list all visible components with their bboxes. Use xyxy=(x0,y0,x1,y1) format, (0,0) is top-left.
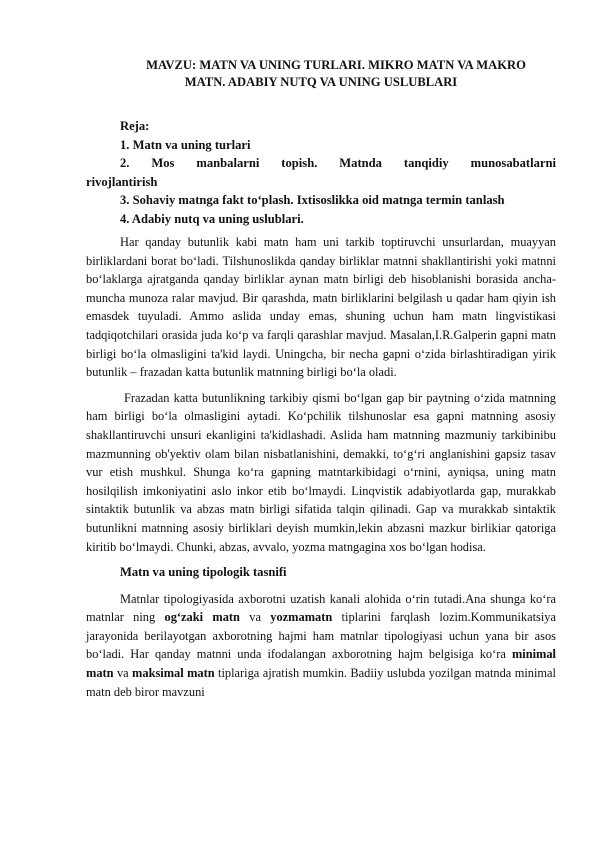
paragraph-3-text-1: Matnlar tipologiyasida axborotni uzatish kanali alohida o‘rin tutadi.Ana shunga ko‘ra matnlar ning xyxy=(86,591,556,625)
plan-item-2-continuation: rivojlantirish xyxy=(86,174,158,189)
section-heading: Matn va uning tipologik tasnifi xyxy=(120,565,287,580)
paragraph-3-text-5: tiplariga ajratish mumkin. Badiiy uslubda yozilgan matnda minimal matn deb biror mavzuni xyxy=(86,666,557,699)
term-maximal-text: maksimal matn xyxy=(132,666,215,681)
page-title xyxy=(86,57,556,91)
plan-section xyxy=(86,117,556,228)
plan-item-3: 3. Sohaviy matnga fakt to‘plash. Ixtisoslikka oid matnga termin tanlash xyxy=(120,193,505,207)
paragraph-2: Frazadan katta butunlikning tarkibiy qismi bo‘lgan gap bir paytning o‘zida matnning ham birligi bo‘la olmasligini aytadi. Ko‘pchilik tilshunoslar esa gapni matnning asosiy shakllantiruvchi unsuri ekanligini ta'kidlashadi. Aslida ham matnning mazmuniy tarkibinibu mazmunning ob'yektiv olam bilan nisbatlanishini, demakki, to‘g‘ri anglanishini gapsiz tasav vur etish mushkul. Shunga ko‘ra gapning matntarkibidagi o‘rnini, ayniqsa, uning matn hosilqilish imkoniyatini aslo inkor etib bo‘lmaydi. Linqvistik adabiyotlarda gap, murakkab sintaktik butunlik va abzas matn birligi sifatida talqin qilinadi. Gap va murakkab sintaktik butunlikni matnning asosiy birliklari deyish mumkin,lekin abzasni mazkur birlikiar qatoriga kiritib bo‘lmaydi. Chunki, abzas, avvalo, yozma matngagina xos bo‘lgan hodisa. xyxy=(86,390,556,554)
term-minimal-text: minimal matn xyxy=(86,647,556,681)
plan-item-4: 4. Adabiy nutq va uning uslublari. xyxy=(120,211,304,226)
term-written-text: yozmamatn xyxy=(270,610,333,625)
paragraph-1: Har qanday butunlik kabi matn ham uni tarkib toptiruvchi unsurlardan, muayyan birliklardani borat bo‘ladi. Tilshunoslikda qanday birliklar matnni shakllantirishi yoki matnni bo‘laklarga ajratganda qanday birliklar aynan matn birligi deb hisoblanishi borasida ancha-muncha munoza ralar mavjud. Bir qarashda, matn birliklarini belgilash u qadar ham qiyin ish emasdek tuyuladi. Ammo aslida unday emas, shuning uchun ham matn lingvistikasi tadqiqotchilari orasida juda ko‘p va farqli qarashlar mavjud. Masalan,I.R.Galperin gapni matn birligi bo‘la olmasligini ta'kid laydi. Uningcha, bir necha gapni o‘zida birlashtiradigan yirik butunlik – frazadan katta butunlik matnning birligi bo‘la oladi. xyxy=(86,235,556,380)
plan-heading: Reja: xyxy=(120,119,150,133)
term-oral-text: og‘zaki matn xyxy=(164,610,240,625)
title-line-1: MAVZU: MATN VA UNING TURLARI. MIKRO MATN VA MAKRO xyxy=(146,58,526,72)
document-body xyxy=(86,233,556,708)
paragraph-3-text-2: va xyxy=(239,610,271,625)
paragraph-3-text-4: va xyxy=(113,666,133,681)
paragraph-3 xyxy=(86,590,556,702)
title-line-2: MATN. ADABIY NUTQ VA UNING USLUBLARI xyxy=(184,75,458,89)
plan-item-1: 1. Matn va uning turlari xyxy=(120,137,251,152)
plan-item-2: 2. Mos manbalarni topish. Matnda tanqidiy munosabatlarni xyxy=(120,156,556,170)
paragraph-3-text-3: tiplarini farqlash lozim.Kommunikatsiya jarayonida berilayotgan axborotning hajmi ham matnlar tipologiyasi uchun yana bir asos bo‘ladi. Har qanday matnni unda ifodalangan axborotning hajm belgisiga ko‘ra xyxy=(86,610,557,662)
